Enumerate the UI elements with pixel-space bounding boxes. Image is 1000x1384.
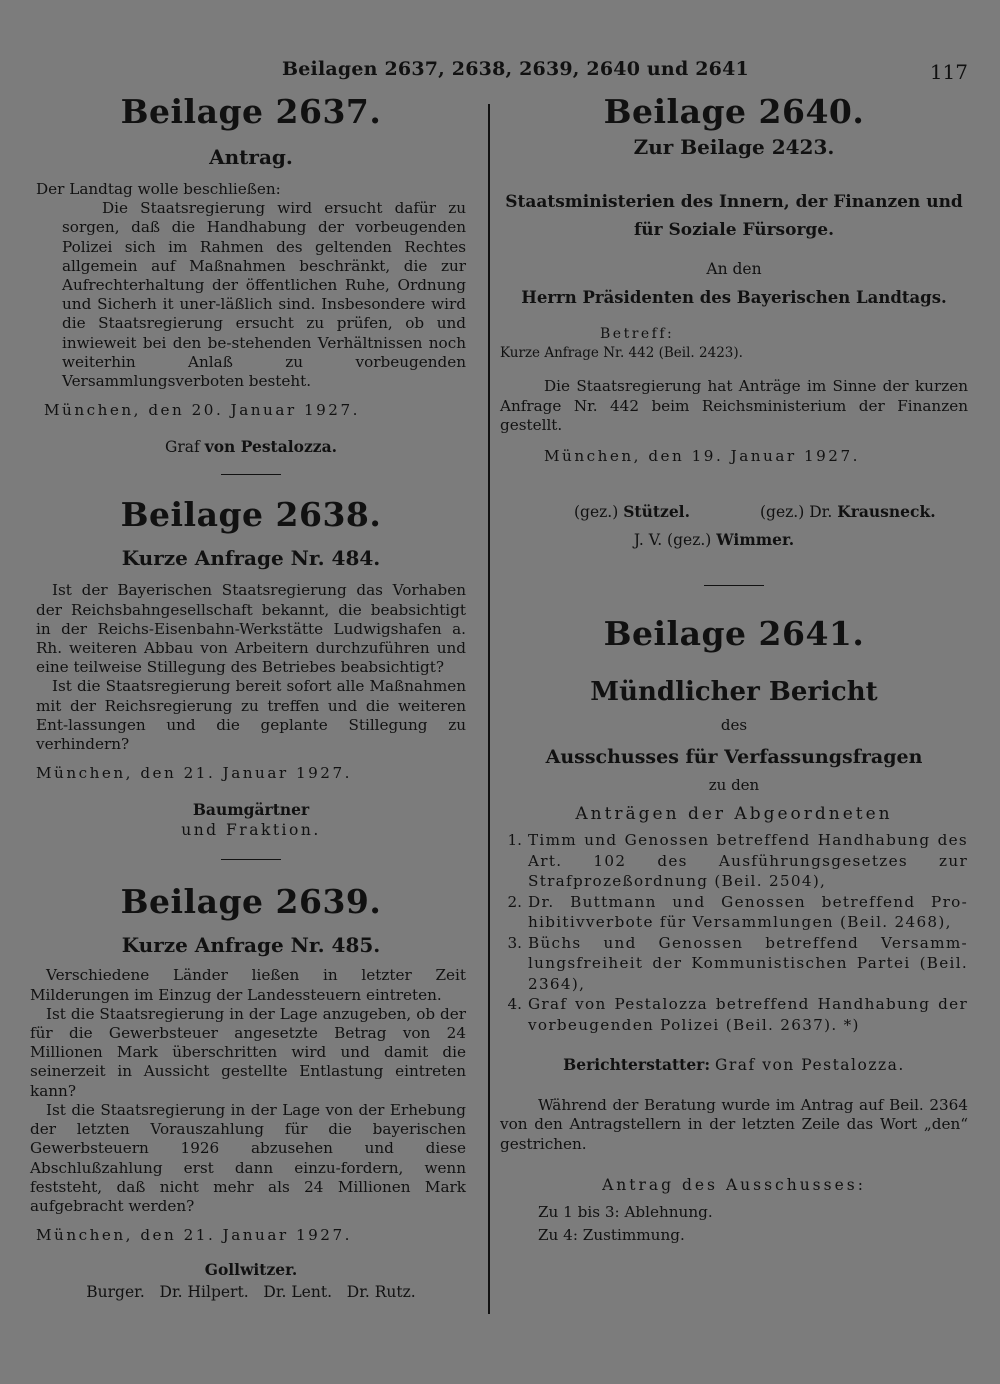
list-item: [500, 892, 968, 933]
motion-result-1: Zu 1 bis 3: Ablehnung.: [538, 1202, 713, 1221]
item-text: Graf von Pestalozza betreffend Handhabung der vorbeugenden Polizei (Beil. 2637). *): [528, 995, 968, 1034]
item-text: Büchs und Genossen betreffend Versamm-lungsfreiheit der Kommunistischen Partei (Beil. 2364),: [528, 933, 968, 993]
intro-text: Der Landtag wolle beschließen:: [36, 180, 281, 198]
motions-list: [500, 830, 968, 1035]
section-beilage-2640: [500, 92, 968, 586]
section-divider: [221, 859, 281, 860]
reply-body: Die Staatsregierung hat Anträge im Sinne der kurzen Anfrage Nr. 442 beim Reichsministerium der Finanzen gestellt.: [500, 377, 968, 434]
question-paragraph-3: Ist die Staatsregierung in der Lage von der Erhebung der letzten Vorauszahlung für die bayerischen Gewerbsteuern 1926 abzusehen und diese Abschlußzahlung erst dann einzu-fordern, wenn feststeht, daß nicht mehr als 24 Millionen Mark aufgebracht werden?: [30, 1100, 466, 1215]
item-number: 3.: [507, 933, 522, 952]
list-item: [500, 830, 968, 892]
sig-name: Stützel.: [623, 502, 690, 522]
section-beilage-2639: [30, 882, 466, 1303]
section-beilage-2641: [500, 614, 968, 1246]
left-column: [30, 92, 466, 1303]
sig-prefix: (gez.) Dr.: [760, 503, 833, 522]
committee-name: Ausschusses für Verfassungsfragen: [545, 746, 923, 769]
committee-motion-heading: Antrag des Ausschusses:: [602, 1175, 866, 1194]
signature-name: Baumgärtner: [192, 800, 310, 820]
reporter-label: Berichterstatter:: [563, 1055, 711, 1075]
sig-prefix: J. V. (gez.): [633, 531, 712, 550]
place-date: München, den 21. Januar 1927.: [36, 1226, 352, 1245]
question-paragraph-1: Ist der Bayerischen Staatsregierung das Vorhaben der Reichsbahngesellschaft bekannt, die beabsichtigt in der Reichs-Eisenbahn-Werkstätte Ludwigshafen a. Rh. weiteren Abbau von Arbeitern durchzuführen und eine teilweise Stillegung des Betriebes beabsichtigt?: [36, 581, 466, 677]
betreff-label: Betreff:: [600, 326, 675, 342]
signature-1: [574, 502, 690, 521]
place-date: München, den 19. Januar 1927.: [544, 447, 860, 466]
place-date: München, den 20. Januar 1927.: [44, 401, 360, 420]
sig-name: Wimmer.: [716, 530, 795, 550]
sig-prefix: (gez.): [574, 503, 619, 522]
signature-2: [760, 502, 936, 521]
section-title: Beilage 2640.: [603, 92, 865, 131]
list-item: [500, 933, 968, 995]
cosigners: Burger. Dr. Hilpert. Dr. Lent. Dr. Rutz.: [86, 1283, 416, 1302]
report-heading: Mündlicher Bericht: [590, 677, 878, 708]
section-divider: [221, 474, 281, 475]
question-paragraph-2: Ist die Staatsregierung bereit sofort alle Maßnahmen mit der Reichsregierung zu treffen und die weiteren Ent-lassungen und die geplante Stillegung zu verhindern?: [36, 677, 466, 754]
list-item: [500, 994, 968, 1035]
question-paragraph-2: Ist die Staatsregierung in der Lage anzugeben, ob der für die Gewerbsteuer angesetzte Betrag von 24 Millionen Mark überschritten wird und damit die seinerzeit in Aussicht gestellte Entlastung eintreten kann?: [30, 1004, 466, 1100]
signature: [36, 436, 466, 458]
section-title: Beilage 2638.: [120, 495, 382, 535]
item-text: Timm und Genossen betreffend Handhabung des Art. 102 des Ausführungsgesetzes zur Strafprozeßordnung (Beil. 2504),: [528, 831, 968, 891]
signature-name: von Pestalozza.: [204, 437, 338, 457]
section-subtitle: Zur Beilage 2423.: [633, 135, 835, 159]
item-number: 4.: [507, 995, 522, 1014]
ministries-heading: Staatsministerien des Innern, der Finanzen und für Soziale Fürsorge.: [505, 192, 963, 240]
section-divider: [704, 585, 764, 586]
report-body: Während der Beratung wurde im Antrag auf Beil. 2364 von den Antragstellern in der letzten Zeile das Wort „den“ gestrichen.: [500, 1096, 968, 1153]
motion-result-2: Zu 4: Zustimmung.: [538, 1225, 685, 1244]
reporter-name: Graf von Pestalozza.: [715, 1056, 905, 1075]
signature-row-2: [500, 530, 968, 549]
section-beilage-2637: [36, 92, 466, 475]
addressee: Herrn Präsidenten des Bayerischen Landtags.: [521, 288, 947, 307]
zu-den-text: zu den: [708, 776, 760, 795]
sig-name: Krausneck.: [837, 502, 936, 522]
section-title: Beilage 2639.: [120, 882, 382, 922]
signature-row-1: [500, 502, 968, 524]
section-subtitle: Antrag.: [209, 145, 293, 169]
running-title: Beilagen 2637, 2638, 2639, 2640 und 2641: [282, 58, 749, 80]
section-subtitle: Kurze Anfrage Nr. 484.: [121, 546, 381, 571]
item-number: 1.: [507, 831, 522, 850]
signature-prefix: Graf: [164, 438, 200, 457]
an-den: An den: [706, 260, 762, 278]
section-title: Beilage 2641.: [603, 614, 865, 654]
item-number: 2.: [507, 892, 522, 911]
des-text: des: [720, 716, 748, 735]
column-divider-rule: [488, 104, 490, 1314]
place-date: München, den 21. Januar 1927.: [36, 764, 352, 783]
section-title: Beilage 2637.: [120, 92, 382, 131]
antraegen-heading: Anträgen der Abgeordneten: [575, 804, 893, 825]
question-paragraph-1: Verschiedene Länder ließen in letzter Zeit Milderungen im Einzug der Landessteuern eintreten.: [30, 966, 466, 1004]
item-text: Dr. Buttmann und Genossen betreffend Pro-hibitivverbote für Versammlungen (Beil. 2468),: [528, 892, 968, 932]
betreff-text: Kurze Anfrage Nr. 442 (Beil. 2423).: [500, 345, 743, 362]
signature-main: Gollwitzer.: [204, 1260, 298, 1280]
section-beilage-2638: [36, 495, 466, 860]
page-number: 117: [929, 60, 968, 84]
right-column: [500, 92, 968, 1246]
reporter-line: [500, 1055, 968, 1074]
motion-body: Die Staatsregierung wird ersucht dafür zu sorgen, daß die Handhabung der vorbeugenden Polizei sich im Rahmen des geltenden Rechtes allgemein auf Maßnahmen beschränkt, die zur Aufrechterhaltung der öffentlichen Ruhe, Ordnung und Sicherh it uner-läßlich sind. Insbesondere wird die Staatsregierung ersucht zu prüfen, ob und inwieweit bei den be-stehenden Verhältnissen noch weiterhin Anlaß zu vorbeugenden Versammlungsverboten besteht.: [62, 199, 466, 391]
section-subtitle: Kurze Anfrage Nr. 485.: [121, 933, 381, 958]
signature-suffix: und Fraktion.: [181, 821, 321, 840]
